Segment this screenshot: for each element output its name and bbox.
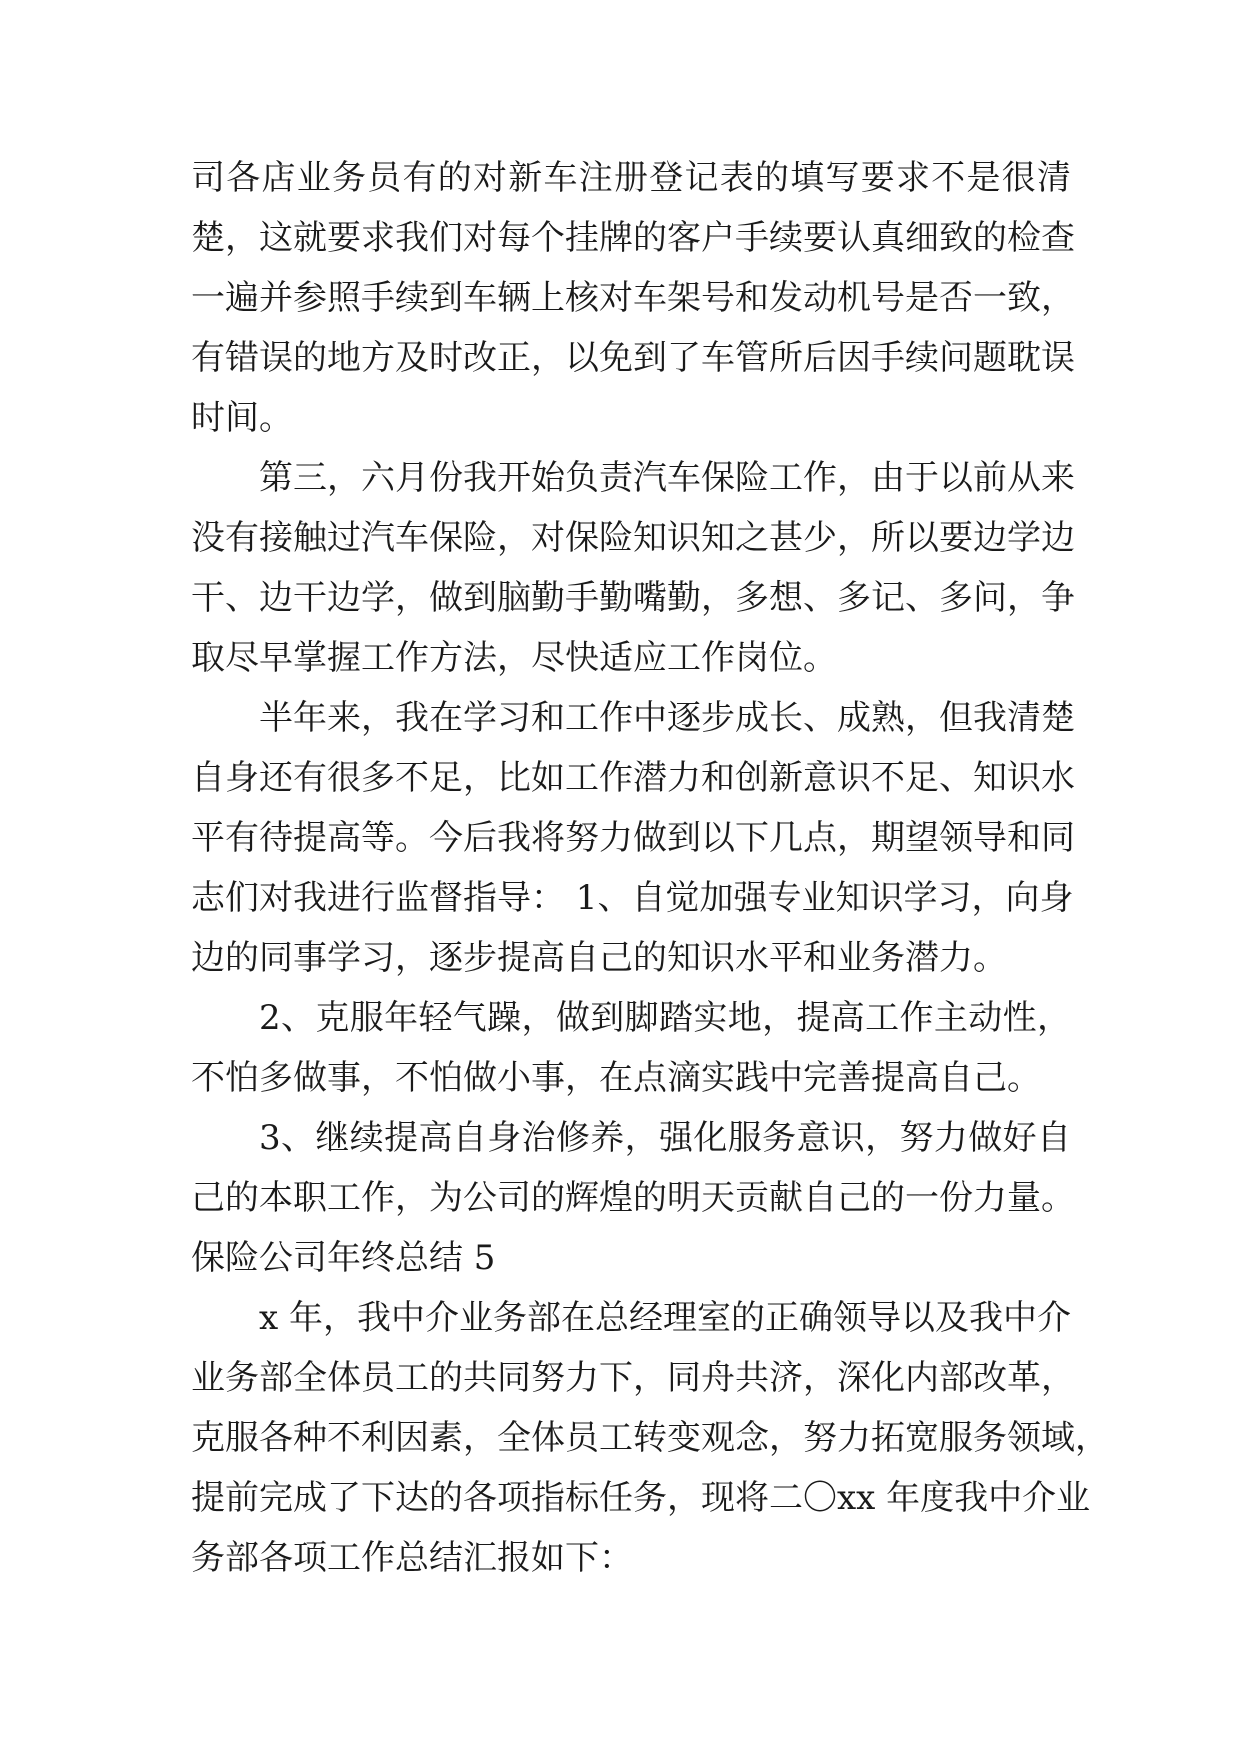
paragraph-first-line: 3、继续提高自身治修养，强化服务意识，努力做好自: [259, 1118, 1071, 1158]
text-line: 平有待提高等。今后我将努力做到以下几点，期望领导和同: [191, 818, 1075, 858]
text-line: 务部各项工作总结汇报如下：: [191, 1538, 633, 1578]
paragraph-first-line: 半年来，我在学习和工作中逐步成长、成熟，但我清楚: [259, 698, 1075, 738]
paragraph-first-line: 第三，六月份我开始负责汽车保险工作，由于以前从来: [259, 458, 1075, 498]
text-line: 志们对我进行监督指导： 1、自觉加强专业知识学习，向身: [191, 878, 1074, 918]
text-line: 自身还有很多不足，比如工作潜力和创新意识不足、知识水: [191, 758, 1075, 798]
text-line: 司各店业务员有的对新车注册登记表的填写要求不是很清: [191, 158, 1071, 198]
text-line: 不怕多做事，不怕做小事，在点滴实践中完善提高自己。: [191, 1058, 1041, 1098]
text-line: 楚，这就要求我们对每个挂牌的客户手续要认真细致的检查: [191, 218, 1075, 258]
text-line: 克服各种不利因素，全体员工转变观念，努力拓宽服务领域，: [191, 1418, 1109, 1458]
text-line: 业务部全体员工的共同努力下，同舟共济，深化内部改革，: [191, 1358, 1075, 1398]
text-line: 有错误的地方及时改正，以免到了车管所后因手续问题耽误: [191, 338, 1075, 378]
section-heading: 保险公司年终总结 5: [191, 1238, 496, 1278]
paragraph-first-line: 2、克服年轻气躁，做到脚踏实地，提高工作主动性，: [259, 998, 1071, 1038]
text-line: 边的同事学习，逐步提高自己的知识水平和业务潜力。: [191, 938, 1007, 978]
text-line: 取尽早掌握工作方法，尽快适应工作岗位。: [191, 638, 837, 678]
text-line: 没有接触过汽车保险，对保险知识知之甚少，所以要边学边: [191, 518, 1075, 558]
paragraph-first-line: x 年，我中介业务部在总经理室的正确领导以及我中介: [259, 1298, 1071, 1338]
text-line: 提前完成了下达的各项指标任务，现将二〇xx 年度我中介业: [191, 1478, 1091, 1518]
text-line: 时间。: [191, 398, 293, 438]
text-line: 一遍并参照手续到车辆上核对车架号和发动机号是否一致，: [191, 278, 1075, 318]
text-line: 干、边干边学，做到脑勤手勤嘴勤，多想、多记、多问，争: [191, 578, 1075, 618]
text-line: 己的本职工作，为公司的辉煌的明天贡献自己的一份力量。: [191, 1178, 1075, 1218]
